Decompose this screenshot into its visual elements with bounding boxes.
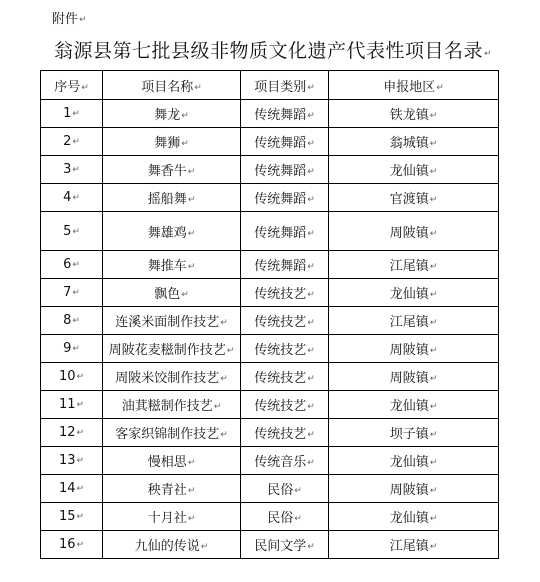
paragraph-mark-icon: ↵ [76, 372, 85, 382]
paragraph-mark-icon: ↵ [72, 193, 80, 203]
cell-category [241, 391, 329, 419]
cell-category-text: 传统舞蹈 [254, 225, 307, 241]
cell-category [241, 475, 329, 503]
table-row [41, 531, 499, 559]
table-row [41, 100, 499, 128]
cell-project-name-text: 十月社 [147, 511, 187, 526]
cell-category-text: 传统舞蹈 [254, 108, 307, 123]
cell-project-name [103, 475, 241, 503]
cell-index-text: 15 [58, 509, 76, 524]
cell-region [329, 447, 499, 475]
paragraph-mark-icon: ↵ [187, 458, 196, 468]
paragraph-mark-icon: ↵ [187, 486, 196, 496]
cell-category [241, 531, 329, 559]
cell-region [329, 212, 499, 251]
paragraph-mark-icon: ↵ [483, 49, 493, 59]
cell-index [41, 279, 103, 307]
paragraph-mark-icon: ↵ [307, 262, 315, 272]
cell-index [41, 100, 103, 128]
cell-project-name [103, 184, 241, 212]
paragraph-mark-icon: ↵ [429, 458, 438, 468]
paragraph-mark-icon: ↵ [307, 111, 315, 121]
table-row [41, 475, 499, 503]
cell-region-text: 周陂镇 [389, 343, 429, 358]
cell-project-name [103, 419, 241, 447]
cell-index-text: 13 [58, 453, 76, 468]
cell-index-text: 12 [58, 425, 76, 440]
cell-region-text: 江尾镇 [389, 539, 429, 554]
cell-category [241, 184, 329, 212]
cell-region [329, 307, 499, 335]
cell-index-text: 6 [63, 257, 72, 272]
table-row [41, 156, 499, 184]
cell-project-name [103, 212, 241, 251]
paragraph-mark-icon: ↵ [79, 15, 87, 25]
cell-project-name-text: 舞龙 [154, 108, 181, 123]
table-row [41, 363, 499, 391]
cell-category-text: 民俗 [267, 483, 294, 498]
paragraph-mark-icon: ↵ [76, 484, 85, 494]
paragraph-mark-icon: ↵ [307, 82, 315, 93]
table-row [41, 307, 499, 335]
table-header-row [41, 71, 499, 100]
paragraph-mark-icon: ↵ [307, 402, 315, 412]
cell-index [41, 363, 103, 391]
cell-category [241, 363, 329, 391]
cell-project-name [103, 251, 241, 279]
cell-project-name-text: 慢相思 [147, 455, 187, 470]
paragraph-mark-icon: ↵ [213, 402, 222, 412]
paragraph-mark-icon: ↵ [220, 430, 228, 440]
paragraph-mark-icon: ↵ [72, 344, 80, 354]
cell-index-text: 3 [63, 162, 72, 177]
cell-project-name [103, 531, 241, 559]
cell-category [241, 128, 329, 156]
header-cell-region [329, 71, 499, 100]
paragraph-mark-icon: ↵ [72, 316, 80, 326]
cell-index-text: 2 [63, 134, 72, 149]
paragraph-mark-icon: ↵ [429, 290, 438, 300]
cell-region [329, 391, 499, 419]
cell-project-name-text: 舞狮 [154, 136, 181, 151]
cell-region-text: 龙仙镇 [389, 164, 429, 179]
paragraph-mark-icon: ↵ [72, 288, 80, 298]
cell-category-text: 传统舞蹈 [254, 192, 307, 207]
heritage-list-table [40, 70, 499, 559]
paragraph-mark-icon: ↵ [307, 430, 315, 440]
cell-region [329, 363, 499, 391]
cell-region-text: 江尾镇 [389, 259, 429, 274]
cell-category-text: 传统舞蹈 [254, 136, 307, 151]
cell-region-text: 龙仙镇 [389, 287, 429, 302]
paragraph-mark-icon: ↵ [429, 514, 438, 524]
paragraph-mark-icon: ↵ [436, 82, 444, 93]
cell-category [241, 279, 329, 307]
paragraph-mark-icon: ↵ [429, 346, 438, 356]
attachment-label-text: 附件 [52, 12, 79, 27]
cell-category-text: 传统技艺 [254, 399, 307, 414]
cell-project-name [103, 503, 241, 531]
cell-category [241, 156, 329, 184]
cell-project-name-text: 周陂米饺制作技艺 [115, 371, 220, 386]
cell-project-name-text: 周陂花麦糍制作技艺 [108, 343, 226, 358]
cell-index-text: 11 [58, 397, 76, 412]
cell-region-text: 龙仙镇 [389, 455, 429, 470]
paragraph-mark-icon: ↵ [76, 428, 85, 438]
cell-category-text: 传统技艺 [254, 427, 307, 442]
cell-category [241, 100, 329, 128]
cell-region-text: 铁龙镇 [389, 108, 429, 123]
table-row [41, 503, 499, 531]
paragraph-mark-icon: ↵ [81, 82, 89, 93]
paragraph-mark-icon: ↵ [76, 456, 85, 466]
cell-category [241, 251, 329, 279]
paragraph-mark-icon: ↵ [429, 430, 438, 440]
cell-region [329, 279, 499, 307]
paragraph-mark-icon: ↵ [181, 111, 189, 121]
paragraph-mark-icon: ↵ [194, 82, 202, 93]
cell-project-name-text: 舞雄鸡 [147, 225, 187, 241]
paragraph-mark-icon: ↵ [181, 290, 189, 300]
cell-index-text: 9 [63, 341, 72, 356]
cell-index [41, 503, 103, 531]
header-cell-index [41, 71, 103, 100]
cell-region [329, 419, 499, 447]
cell-project-name [103, 279, 241, 307]
cell-index-text: 5 [63, 223, 72, 239]
cell-index-text: 7 [63, 285, 72, 300]
paragraph-mark-icon: ↵ [294, 486, 302, 496]
cell-region [329, 100, 499, 128]
table-row [41, 251, 499, 279]
cell-category-text: 传统技艺 [254, 287, 307, 302]
cell-region [329, 503, 499, 531]
cell-project-name [103, 307, 241, 335]
paragraph-mark-icon: ↵ [307, 228, 315, 239]
cell-region [329, 156, 499, 184]
cell-region [329, 251, 499, 279]
cell-category-text: 传统技艺 [254, 315, 307, 330]
header-label: 项目类别 [254, 79, 307, 95]
cell-index [41, 475, 103, 503]
cell-region [329, 184, 499, 212]
table-row [41, 184, 499, 212]
cell-project-name-text: 九仙的传说 [134, 539, 200, 554]
table-row [41, 279, 499, 307]
cell-project-name [103, 128, 241, 156]
paragraph-mark-icon: ↵ [220, 318, 228, 328]
paragraph-mark-icon: ↵ [226, 346, 235, 356]
cell-project-name-text: 客家织锦制作技艺 [115, 427, 220, 442]
paragraph-mark-icon: ↵ [72, 260, 80, 270]
header-cell-category [241, 71, 329, 100]
cell-index [41, 184, 103, 212]
cell-region-text: 周陂镇 [389, 483, 429, 498]
paragraph-mark-icon: ↵ [307, 346, 315, 356]
paragraph-mark-icon: ↵ [181, 139, 189, 149]
paragraph-mark-icon: ↵ [200, 542, 209, 552]
cell-category [241, 447, 329, 475]
paragraph-mark-icon: ↵ [72, 226, 80, 237]
cell-category-text: 传统技艺 [254, 343, 307, 358]
cell-index [41, 156, 103, 184]
cell-region [329, 475, 499, 503]
cell-project-name-text: 油萁糍制作技艺 [121, 399, 213, 414]
cell-project-name-text: 连溪米面制作技艺 [115, 315, 220, 330]
paragraph-mark-icon: ↵ [429, 486, 438, 496]
cell-category-text: 传统技艺 [254, 371, 307, 386]
paragraph-mark-icon: ↵ [187, 167, 196, 177]
table-row [41, 212, 499, 251]
table-row [41, 447, 499, 475]
document-title-text: 翁源县第七批县级非物质文化遗产代表性项目名录 [53, 40, 483, 62]
paragraph-mark-icon: ↵ [429, 318, 438, 328]
paragraph-mark-icon: ↵ [307, 139, 315, 149]
paragraph-mark-icon: ↵ [72, 109, 80, 119]
cell-index [41, 531, 103, 559]
cell-project-name-text: 秧青社 [147, 483, 187, 498]
cell-index [41, 212, 103, 251]
paragraph-mark-icon: ↵ [429, 228, 438, 239]
cell-category-text: 民间文学 [254, 539, 307, 554]
paragraph-mark-icon: ↵ [307, 195, 315, 205]
cell-region-text: 坝子镇 [389, 427, 429, 442]
paragraph-mark-icon: ↵ [187, 195, 196, 205]
cell-project-name-text: 摇船舞 [147, 192, 187, 207]
cell-project-name-text: 飘色 [154, 287, 181, 302]
paragraph-mark-icon: ↵ [307, 290, 315, 300]
attachment-label [52, 8, 87, 27]
paragraph-mark-icon: ↵ [429, 374, 438, 384]
cell-project-name [103, 100, 241, 128]
table-row [41, 391, 499, 419]
header-label: 项目名称 [141, 79, 194, 95]
paragraph-mark-icon: ↵ [294, 514, 302, 524]
cell-project-name-text: 舞推车 [147, 259, 187, 274]
cell-category-text: 传统音乐 [254, 455, 307, 470]
cell-region-text: 龙仙镇 [389, 511, 429, 526]
paragraph-mark-icon: ↵ [429, 542, 438, 552]
cell-project-name [103, 391, 241, 419]
paragraph-mark-icon: ↵ [429, 195, 438, 205]
cell-project-name [103, 335, 241, 363]
cell-region [329, 531, 499, 559]
paragraph-mark-icon: ↵ [307, 542, 315, 552]
cell-category [241, 212, 329, 251]
paragraph-mark-icon: ↵ [429, 167, 438, 177]
cell-project-name-text: 舞香牛 [147, 164, 187, 179]
cell-category-text: 民俗 [267, 511, 294, 526]
paragraph-mark-icon: ↵ [76, 400, 85, 410]
cell-index-text: 8 [63, 313, 72, 328]
cell-project-name [103, 363, 241, 391]
cell-index [41, 251, 103, 279]
cell-region [329, 335, 499, 363]
cell-region [329, 128, 499, 156]
table-row [41, 419, 499, 447]
paragraph-mark-icon: ↵ [187, 262, 196, 272]
cell-region-text: 周陂镇 [389, 225, 429, 241]
cell-index [41, 391, 103, 419]
paragraph-mark-icon: ↵ [307, 167, 315, 177]
paragraph-mark-icon: ↵ [429, 262, 438, 272]
paragraph-mark-icon: ↵ [429, 402, 438, 412]
cell-category [241, 307, 329, 335]
cell-index-text: 14 [58, 481, 76, 496]
paragraph-mark-icon: ↵ [72, 165, 80, 175]
header-cell-project-name [103, 71, 241, 100]
cell-index-text: 10 [58, 369, 76, 384]
cell-region-text: 翁城镇 [389, 136, 429, 151]
cell-project-name [103, 447, 241, 475]
cell-index [41, 419, 103, 447]
cell-index [41, 307, 103, 335]
header-label: 申报地区 [383, 79, 436, 95]
cell-region-text: 周陂镇 [389, 371, 429, 386]
paragraph-mark-icon: ↵ [72, 137, 80, 147]
cell-index [41, 447, 103, 475]
paragraph-mark-icon: ↵ [307, 458, 315, 468]
paragraph-mark-icon: ↵ [76, 512, 85, 522]
table-row [41, 335, 499, 363]
table-row [41, 128, 499, 156]
document-title [0, 36, 540, 63]
header-label: 序号 [54, 79, 81, 95]
cell-region-text: 龙仙镇 [389, 399, 429, 414]
paragraph-mark-icon: ↵ [307, 374, 315, 384]
paragraph-mark-icon: ↵ [307, 318, 315, 328]
cell-region-text: 官渡镇 [389, 192, 429, 207]
cell-index [41, 128, 103, 156]
cell-category [241, 419, 329, 447]
cell-category-text: 传统舞蹈 [254, 259, 307, 274]
paragraph-mark-icon: ↵ [429, 139, 438, 149]
paragraph-mark-icon: ↵ [187, 514, 196, 524]
cell-project-name [103, 156, 241, 184]
paragraph-mark-icon: ↵ [187, 228, 196, 239]
cell-category [241, 503, 329, 531]
paragraph-mark-icon: ↵ [76, 540, 85, 550]
paragraph-mark-icon: ↵ [429, 111, 438, 121]
paragraph-mark-icon: ↵ [220, 374, 228, 384]
cell-index-text: 4 [63, 190, 72, 205]
cell-category-text: 传统舞蹈 [254, 164, 307, 179]
cell-region-text: 江尾镇 [389, 315, 429, 330]
cell-index [41, 335, 103, 363]
cell-index-text: 1 [63, 106, 72, 121]
cell-category [241, 335, 329, 363]
cell-index-text: 16 [58, 537, 76, 552]
